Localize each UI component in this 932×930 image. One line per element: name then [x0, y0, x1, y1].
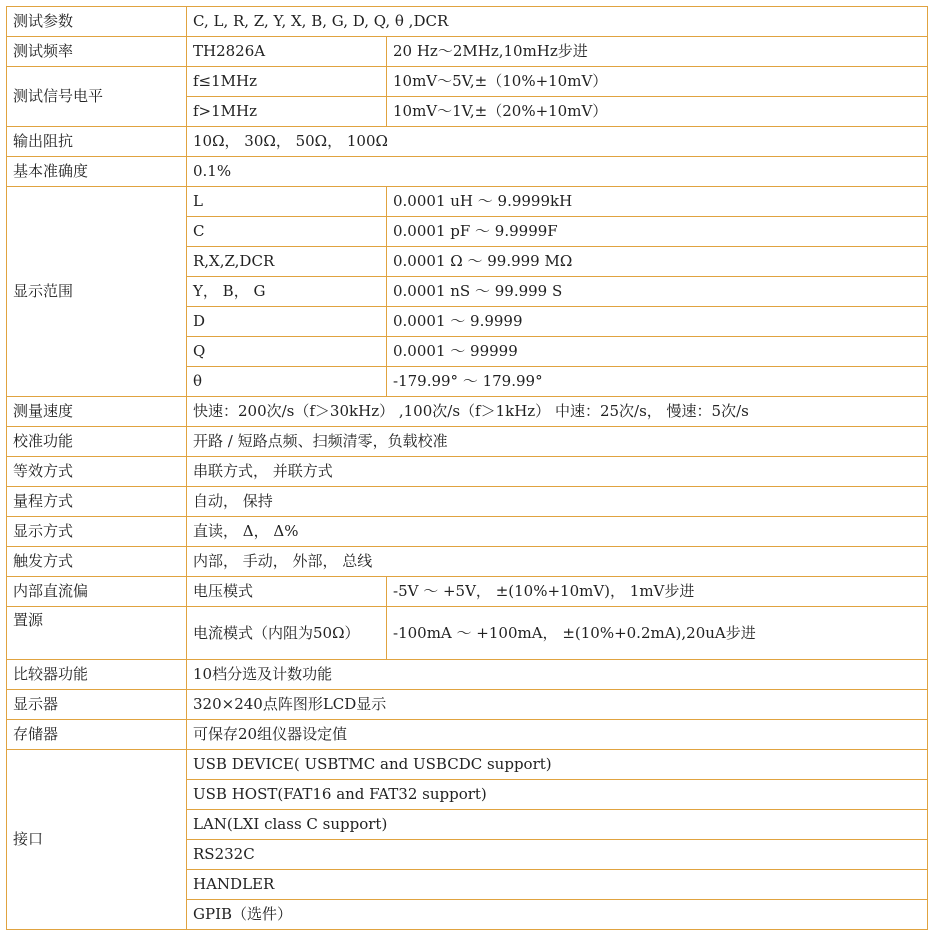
row-value: 320×240点阵图形LCD显示: [187, 690, 928, 720]
param-cell: L: [187, 187, 387, 217]
row-label: 基本准确度: [7, 157, 187, 187]
interface-item: USB HOST(FAT16 and FAT32 support): [187, 780, 928, 810]
row-label: 置源: [7, 607, 187, 660]
table-row: [7, 517, 928, 547]
row-label: 触发方式: [7, 547, 187, 577]
param-cell: Y， B， G: [187, 277, 387, 307]
table-row: [7, 457, 928, 487]
row-label: 显示范围: [7, 187, 187, 397]
mode-cell: 电压模式: [187, 577, 387, 607]
table-row: [7, 427, 928, 457]
range-cell: 0.0001 Ω ～ 99.999 MΩ: [387, 247, 928, 277]
table-row: [7, 7, 928, 37]
interface-item: LAN(LXI class C support): [187, 810, 928, 840]
row-label: 存储器: [7, 720, 187, 750]
row-value: 开路 / 短路点频、扫频清零，负载校准: [187, 427, 928, 457]
table-row: [7, 547, 928, 577]
condition-cell: f≤1MHz: [187, 67, 387, 97]
row-value: 串联方式， 并联方式: [187, 457, 928, 487]
range-cell: 0.0001 ～ 9.9999: [387, 307, 928, 337]
table-row: [7, 607, 928, 660]
table-row: [7, 67, 928, 97]
param-cell: C: [187, 217, 387, 247]
model-cell: TH2826A: [187, 37, 387, 67]
row-label: 显示器: [7, 690, 187, 720]
row-label: 显示方式: [7, 517, 187, 547]
param-cell: D: [187, 307, 387, 337]
row-label: 测试参数: [7, 7, 187, 37]
row-value: 10档分选及计数功能: [187, 660, 928, 690]
row-value: 10mV～5V,±（10%+10mV）: [387, 67, 928, 97]
range-cell: 0.0001 uH ～ 9.9999kH: [387, 187, 928, 217]
row-label: 等效方式: [7, 457, 187, 487]
table-row: [7, 397, 928, 427]
interface-item: GPIB（选件）: [187, 900, 928, 930]
condition-cell: f>1MHz: [187, 97, 387, 127]
param-cell: θ: [187, 367, 387, 397]
interface-item: USB DEVICE( USBTMC and USBCDC support): [187, 750, 928, 780]
row-value: 0.1%: [187, 157, 928, 187]
row-value: C, L, R, Z, Y, X, B, G, D, Q, θ ,DCR: [187, 7, 928, 37]
row-value: -100mA ～ +100mA， ±(10%+0.2mA),20uA步进: [387, 607, 928, 660]
table-row: [7, 187, 928, 217]
row-value: 直读， Δ， Δ%: [187, 517, 928, 547]
row-label: 量程方式: [7, 487, 187, 517]
interface-item: HANDLER: [187, 870, 928, 900]
table-row: [7, 127, 928, 157]
row-value: 自动， 保持: [187, 487, 928, 517]
row-label: 校准功能: [7, 427, 187, 457]
mode-cell: 电流模式（内阻为50Ω）: [187, 607, 387, 660]
row-label: 测试信号电平: [7, 67, 187, 127]
spec-table: [6, 6, 928, 930]
row-value: 内部， 手动， 外部， 总线: [187, 547, 928, 577]
param-cell: R,X,Z,DCR: [187, 247, 387, 277]
interface-item: RS232C: [187, 840, 928, 870]
table-row: [7, 577, 928, 607]
range-cell: -179.99° ～ 179.99°: [387, 367, 928, 397]
row-label: 测量速度: [7, 397, 187, 427]
table-row: [7, 660, 928, 690]
row-value: 10Ω， 30Ω， 50Ω， 100Ω: [187, 127, 928, 157]
row-label: 测试频率: [7, 37, 187, 67]
range-cell: 0.0001 ～ 99999: [387, 337, 928, 367]
row-label: 比较器功能: [7, 660, 187, 690]
row-label: 内部直流偏: [7, 577, 187, 607]
table-row: [7, 690, 928, 720]
row-value: 可保存20组仪器设定值: [187, 720, 928, 750]
row-value: -5V ～ +5V， ±(10%+10mV)， 1mV步进: [387, 577, 928, 607]
range-cell: 0.0001 nS ～ 99.999 S: [387, 277, 928, 307]
range-cell: 0.0001 pF ～ 9.9999F: [387, 217, 928, 247]
table-row: [7, 720, 928, 750]
table-row: [7, 37, 928, 67]
param-cell: Q: [187, 337, 387, 367]
table-row: [7, 487, 928, 517]
row-value: 10mV～1V,±（20%+10mV）: [387, 97, 928, 127]
row-label: 接口: [7, 750, 187, 930]
row-value: 20 Hz～2MHz,10mHz步进: [387, 37, 928, 67]
table-row: [7, 157, 928, 187]
table-row: [7, 750, 928, 780]
row-value: 快速：200次/s（f＞30kHz） ,100次/s（f＞1kHz） 中速：25次/s， 慢速：5次/s: [187, 397, 928, 427]
row-label: 输出阻抗: [7, 127, 187, 157]
